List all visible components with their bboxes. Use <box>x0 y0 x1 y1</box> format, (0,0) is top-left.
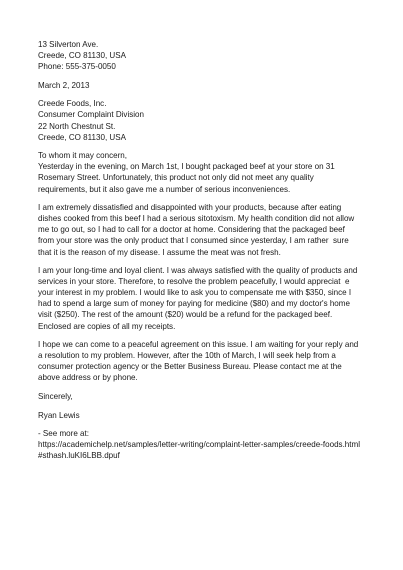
paragraph-line: from your store was the only product that I consumed since yesterday, I am rather sure <box>38 236 349 246</box>
paragraph-line: that it is the reason of my disease. I assume the meat was not fresh. <box>38 247 281 257</box>
footer-source <box>38 428 378 461</box>
recipient-street: 22 North Chestnut St. <box>38 121 116 131</box>
paragraph-line: a resolution to my problem. However, after the 10th of March, I will seek help from a <box>38 351 336 361</box>
paragraph-line: Enclosed are copies of all my receipts. <box>38 321 176 331</box>
salutation <box>38 150 378 161</box>
paragraph-line: services in your store. Therefore, to resolve the problem peacefully, I would appreciat e <box>38 277 350 287</box>
body-paragraph-2 <box>38 202 378 257</box>
signature <box>38 410 378 421</box>
recipient-division: Consumer Complaint Division <box>38 110 144 120</box>
paragraph-line: had to spend a large sum of money for paying for medicine ($80) and my doctor's home <box>38 299 350 309</box>
closing-text: Sincerely, <box>38 392 73 402</box>
paragraph-line: above address or by phone. <box>38 373 138 383</box>
paragraph-line: visit ($250). The rest of the amount ($20) would be a refund for the packaged beef. <box>38 310 333 320</box>
salutation-text: To whom it may concern, <box>38 151 127 161</box>
paragraph-line: me to go out, so I had to call for a doctor at home. Considering that the packaged beef <box>38 225 345 235</box>
recipient-company: Creede Foods, Inc. <box>38 99 107 109</box>
paragraph-line: Yesterday in the evening, on March 1st, I bought packaged beef at your store on 31 <box>38 162 335 172</box>
paragraph-line: your interest in my problem. I would like to ask you to compensate me with $350, since I <box>38 288 352 298</box>
sender-address <box>38 39 378 72</box>
closing <box>38 391 378 402</box>
paragraph-line: Rosemary Street. Unfortunately, this product not only did not meet any quality <box>38 173 314 183</box>
signature-name: Ryan Lewis <box>38 410 80 420</box>
body-paragraph-1 <box>38 161 378 194</box>
paragraph-line: dishes cooked from this beef I had a serious sitotoxism. My health condition did not allow <box>38 214 355 224</box>
paragraph-line: I am your long-time and loyal client. I was always satisfied with the quality of products and <box>38 266 358 276</box>
body-paragraph-3 <box>38 265 378 332</box>
paragraph-line: requirements, but it also gave me a number of serious inconveniences. <box>38 184 291 194</box>
letter-page <box>38 39 378 462</box>
letter-date <box>38 80 378 91</box>
body-paragraph-4 <box>38 339 378 383</box>
sender-street: 13 Silverton Ave. <box>38 40 99 49</box>
date-text: March 2, 2013 <box>38 80 90 90</box>
sender-city: Creede, CO 81130, USA <box>38 51 126 61</box>
paragraph-line: consumer protection agency or the Better Business Bureau. Please contact me at the <box>38 362 342 372</box>
recipient-city: Creede, CO 81130, USA <box>38 132 126 142</box>
paragraph-line: I hope we can come to a peaceful agreement on this issue. I am waiting for your reply and <box>38 340 359 350</box>
recipient-address <box>38 98 378 142</box>
sender-phone: Phone: 555-375-0050 <box>38 62 116 72</box>
source-url-line-1[interactable]: https://academichelp.net/samples/letter-writing/complaint-letter-samples/creede-foods.html <box>38 440 361 450</box>
see-more-label: - See more at: <box>38 429 89 439</box>
source-url-line-2[interactable]: #sthash.luKI6LBB.dpuf <box>38 451 120 461</box>
paragraph-line: I am extremely dissatisfied and disappointed with your products, because after eating <box>38 203 342 213</box>
